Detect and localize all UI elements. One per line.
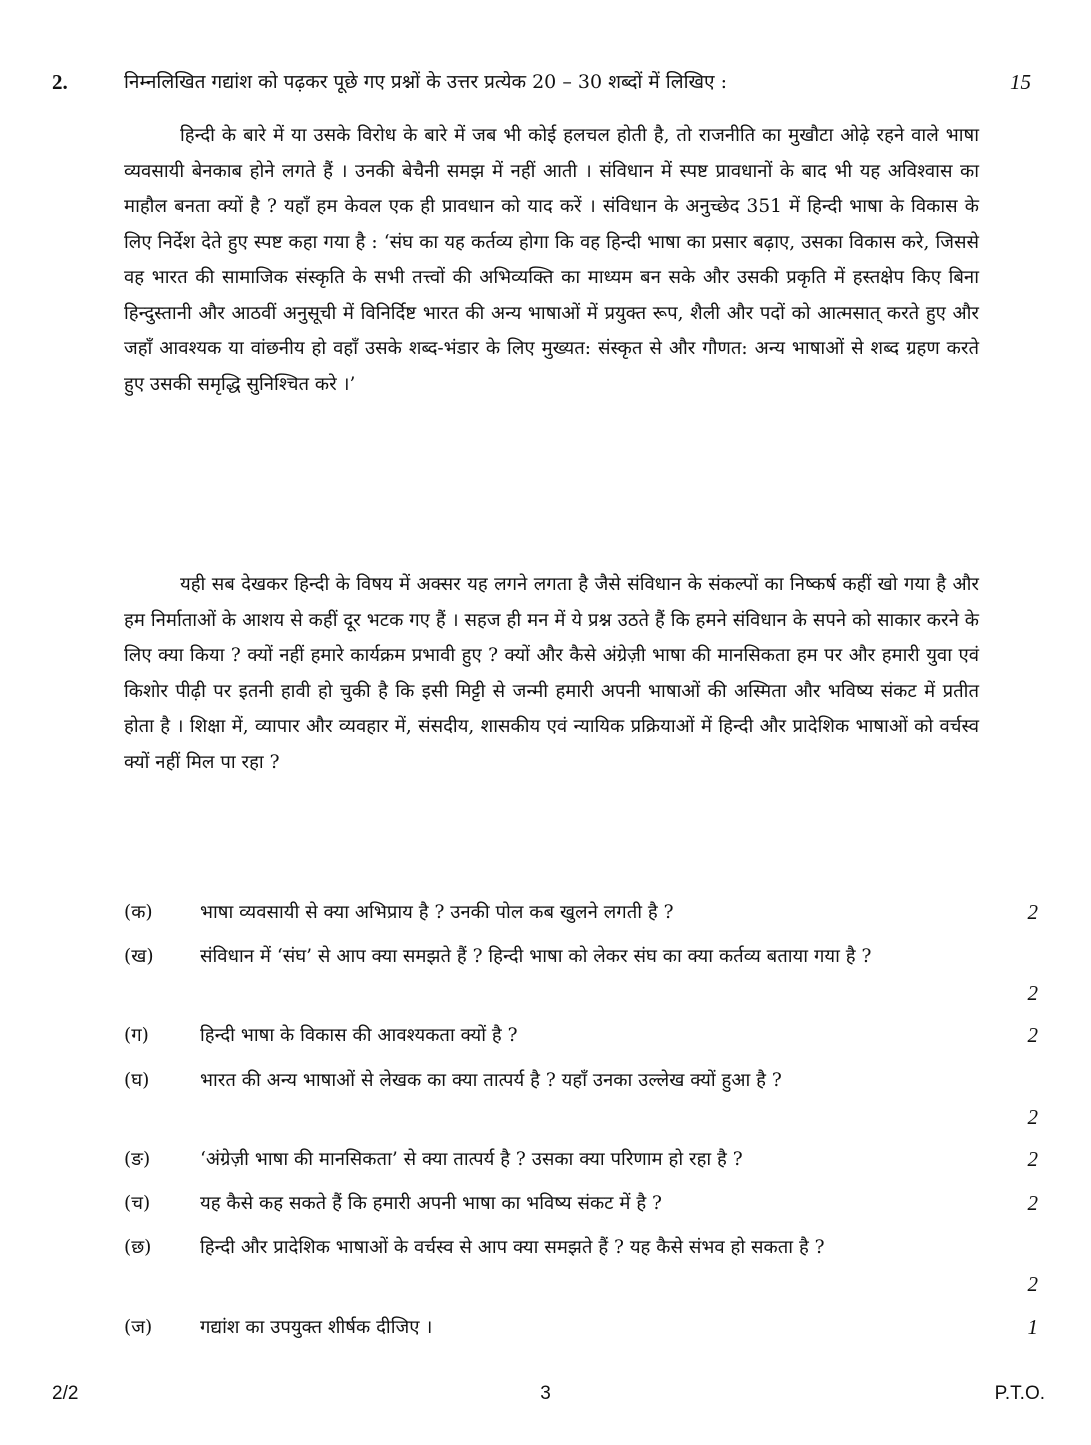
please-turn-over: P.T.O. <box>994 1383 1045 1404</box>
sub-question-text: ‘अंग्रेज़ी भाषा की मानसिकता’ से क्या तात्पर्य है ? उसका क्या परिणाम हो रहा है ? <box>200 1149 743 1170</box>
sub-question-ga <box>124 1017 1038 1054</box>
sub-question-marks: 2 <box>1027 1147 1038 1171</box>
sub-question-label: (ग) <box>124 1025 149 1046</box>
sub-question-gha <box>124 1062 1038 1136</box>
sub-question-marks: 2 <box>1027 1023 1038 1047</box>
sub-question-label: (ङ) <box>124 1149 151 1170</box>
page-footer <box>0 1383 1091 1413</box>
sub-question-cha <box>124 1185 1038 1222</box>
sub-question-nga <box>124 1141 1038 1178</box>
sub-question-marks: 1 <box>1027 1315 1038 1339</box>
sub-question-ja <box>124 1309 1038 1346</box>
sub-question-kha <box>124 938 1038 1012</box>
passage-paragraph-2: यही सब देखकर हिन्दी के विषय में अक्सर यह लगने लगता है जैसे संविधान के संकल्पों का निष्कर्ष कहीं खो गया है और हम निर्माताओं के आशय से कहीं दूर भटक गए हैं । सहज ही मन में ये प्रश्न उठते हैं कि हमने संविधान के सपने को साकार करने के लिए क्या किया ? क्यों नहीं हमारे कार्यक्रम प्रभावी हुए ? क्यों और कैसे अंग्रेज़ी भाषा की मानसिकता हम पर और हमारी युवा एवं किशोर पीढ़ी पर इतनी हावी हो चुकी है कि इसी मिट्टी से जन्मी हमारी अपनी भाषाओं की अस्मिता और भविष्य संकट में प्रतीत होता है । शिक्षा में, व्यापार और व्यवहार में, संसदीय, शासकीय एवं न्यायिक प्रक्रियाओं में हिन्दी और प्रादेशिक भाषाओं को वर्चस्व क्यों नहीं मिल पा रहा ? <box>124 574 979 773</box>
sub-question-label: (घ) <box>124 1070 150 1091</box>
sub-question-marks: 2 <box>1027 981 1038 1005</box>
sub-question-text: यह कैसे कह सकते हैं कि हमारी अपनी भाषा का भविष्य संकट में है ? <box>200 1193 662 1214</box>
question-header <box>52 66 1031 106</box>
sub-question-text: गद्यांश का उपयुक्त शीर्षक दीजिए । <box>200 1317 433 1338</box>
sub-question-label: (छ) <box>124 1237 152 1258</box>
sub-question-label: (ख) <box>124 946 154 967</box>
sub-question-text: हिन्दी और प्रादेशिक भाषाओं के वर्चस्व से आप क्या समझते हैं ? यह कैसे संभव हो सकता है ? <box>200 1237 825 1258</box>
sub-question-text: भारत की अन्य भाषाओं से लेखक का क्या तात्पर्य है ? यहाँ उनका उल्लेख क्यों हुआ है ? <box>200 1070 782 1091</box>
sub-question-label: (च) <box>124 1193 151 1214</box>
sub-question-ka <box>124 894 1038 931</box>
paper-code: 2/2 <box>52 1383 79 1404</box>
page-number: 3 <box>540 1383 551 1404</box>
passage-paragraph-1: हिन्दी के बारे में या उसके विरोध के बारे में जब भी कोई हलचल होती है, तो राजनीति का मुखौटा ओढ़े रहने वाले भाषा व्यवसायी बेनकाब होने लगते हैं । उनकी बेचैनी समझ में नहीं आती । संविधान में स्पष्ट प्रावधानों के बाद भी यह अविश्वास का माहौल बनता क्यों है ? यहाँ हम केवल एक ही प्रावधान को याद करें । संविधान के अनुच्छेद 351 में हिन्दी भाषा के विकास के लिए निर्देश देते हुए स्पष्ट कहा गया है : ‘संघ का यह कर्तव्य होगा कि वह हिन्दी भाषा का प्रसार बढ़ाए, उसका विकास करे, जिससे वह भारत की सामाजिक संस्कृति के सभी तत्त्वों की अभिव्यक्ति का माध्यम बन सके और उसकी प्रकृति में हस्तक्षेप किए बिना हिन्दुस्तानी और आठवीं अनुसूची में विनिर्दिष्ट भारत की अन्य भाषाओं में प्रयुक्त रूप, शैली और पदों को आत्मसात् करते हुए और जहाँ आवश्यक या वांछनीय हो वहाँ उसके शब्द-भंडार के लिए मुख्यत: संस्कृत से और गौणत: अन्य भाषाओं से शब्द ग्रहण करते हुए उसकी समृद्धि सुनिश्चित करे ।’ <box>124 125 979 395</box>
question-marks: 15 <box>1010 70 1031 94</box>
question-number: 2. <box>52 70 68 94</box>
sub-question-text: संविधान में ‘संघ’ से आप क्या समझते हैं ? हिन्दी भाषा को लेकर संघ का क्या कर्तव्य बताया गया है ? <box>200 946 872 967</box>
sub-question-marks: 2 <box>1027 1191 1038 1215</box>
sub-question-label: (ज) <box>124 1317 153 1338</box>
sub-question-marks: 2 <box>1027 1105 1038 1129</box>
sub-question-text: भाषा व्यवसायी से क्या अभिप्राय है ? उनकी पोल कब खुलने लगती है ? <box>200 902 674 923</box>
sub-question-marks: 2 <box>1027 1272 1038 1296</box>
question-instruction: निम्नलिखित गद्यांश को पढ़कर पूछे गए प्रश्नों के उत्तर प्रत्येक 20 – 30 शब्दों में लिखिए : <box>124 71 727 93</box>
sub-question-marks: 2 <box>1027 900 1038 924</box>
sub-question-label: (क) <box>124 902 153 923</box>
sub-question-chha <box>124 1229 1038 1303</box>
sub-question-text: हिन्दी भाषा के विकास की आवश्यकता क्यों है ? <box>200 1025 518 1046</box>
